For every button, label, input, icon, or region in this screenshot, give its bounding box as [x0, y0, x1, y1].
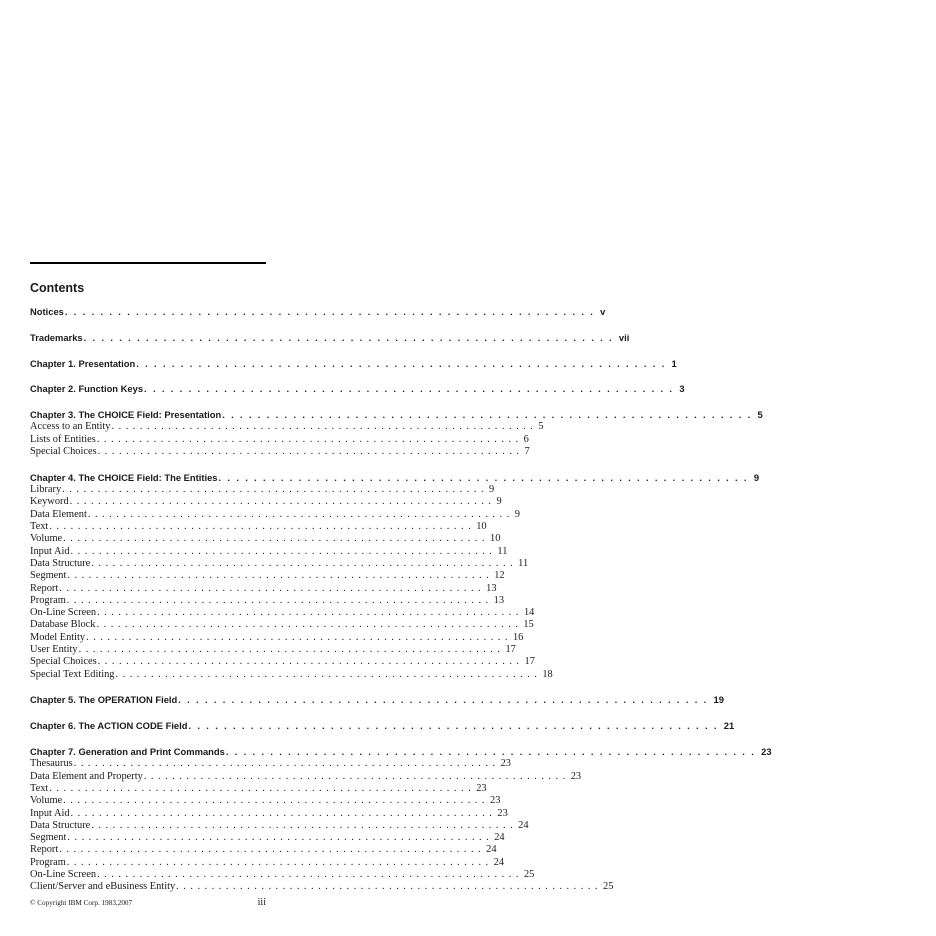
toc-entry-label: Special Text Editing — [30, 668, 115, 680]
toc-entry-page: 10 — [476, 521, 487, 533]
toc-entry-label: Report — [30, 582, 59, 594]
toc-entry-page: 18 — [542, 668, 553, 680]
toc-entry-label: On-Line Screen — [30, 868, 97, 880]
toc-entry-label: Data Element — [30, 508, 87, 520]
toc-entry-page: 24 — [494, 832, 505, 844]
toc-entry-label: Access to an Entity — [30, 421, 111, 433]
dot-leader: ............................................................ — [222, 409, 757, 421]
toc-entry-page: 23 — [500, 758, 511, 770]
toc-section-entry[interactable] — [30, 557, 529, 570]
dot-leader: ............................................................ — [59, 582, 486, 594]
toc-entry-label: Segment — [30, 832, 67, 844]
copyright-notice: © Copyright IBM Corp. 1983,2007 — [30, 899, 133, 907]
page-footer — [30, 897, 266, 908]
dot-leader: ............................................................ — [63, 533, 489, 545]
toc-section-entry[interactable] — [30, 533, 501, 545]
dot-leader: ............................................................ — [91, 557, 518, 569]
dot-leader: ............................................................ — [188, 720, 723, 732]
toc-section-entry[interactable] — [30, 795, 501, 807]
toc-entry-page: 24 — [518, 819, 529, 831]
toc-section-entry[interactable] — [30, 668, 553, 681]
toc-entry-page: 11 — [518, 557, 529, 569]
dot-leader: ............................................................ — [136, 357, 671, 369]
toc-entry-page: 17 — [505, 644, 516, 656]
toc-entry-page: v — [600, 306, 606, 317]
toc-section-entry[interactable] — [30, 607, 535, 619]
toc-entry-page: 23 — [490, 795, 501, 807]
toc-entry-page: 25 — [603, 881, 614, 893]
toc-entry-page: 5 — [538, 421, 544, 433]
toc-section-entry[interactable] — [30, 594, 505, 607]
dot-leader: ............................................................ — [69, 496, 496, 508]
dot-leader: ............................................................ — [83, 331, 618, 343]
toc-entry-page: 5 — [757, 409, 763, 421]
toc-entry-label: Library — [30, 484, 62, 496]
toc-entry-page: 1 — [671, 357, 677, 369]
dot-leader: ............................................................ — [66, 594, 493, 606]
toc-entry-page: 17 — [524, 656, 535, 668]
dot-leader: ............................................................ — [78, 644, 505, 656]
toc-section-entry[interactable] — [30, 619, 534, 631]
toc-entry-label: Chapter 2. Function Keys — [30, 383, 144, 395]
toc-entry-page: 3 — [679, 383, 685, 395]
dot-leader: ............................................................ — [86, 631, 512, 643]
toc-section-entry[interactable] — [30, 644, 516, 656]
toc-entry-label: Program — [30, 594, 66, 606]
dot-leader: ............................................................ — [143, 770, 570, 782]
toc-entry-label: Volume — [30, 533, 63, 545]
page-title: Contents — [30, 281, 85, 295]
toc-entry-page: 9 — [753, 471, 760, 483]
toc-entry-page: 21 — [723, 720, 735, 732]
toc-section-entry[interactable] — [30, 570, 505, 582]
toc-chapter-entry[interactable] — [30, 331, 630, 344]
toc-entry-label: Data Structure — [30, 819, 91, 831]
toc-entry-label: Segment — [30, 570, 67, 582]
toc-entry-label: Trademarks — [30, 331, 83, 343]
dot-leader: ............................................................ — [62, 484, 489, 496]
toc-entry-page: 10 — [490, 533, 501, 545]
toc-chapter-entry[interactable] — [30, 383, 685, 395]
dot-leader: ............................................................ — [111, 421, 538, 433]
dot-leader: ............................................................ — [70, 545, 497, 557]
toc-entry-page: 24 — [486, 844, 497, 856]
dot-leader: ............................................................ — [97, 868, 523, 880]
dot-leader: ............................................................ — [225, 746, 761, 758]
toc-entry-page: 14 — [523, 607, 535, 619]
toc-entry-label: Notices — [30, 306, 64, 317]
toc-section-entry[interactable] — [30, 545, 508, 558]
dot-leader: ............................................................ — [176, 881, 603, 893]
toc-entry-label: Special Choices — [30, 446, 97, 458]
toc-entry-label: Chapter 1. Presentation — [30, 357, 136, 369]
toc-entry-page: 6 — [523, 433, 529, 445]
toc-chapter-entry[interactable] — [30, 409, 763, 421]
dot-leader: ............................................................ — [49, 782, 476, 794]
toc-entry-page: 11 — [497, 545, 508, 557]
dot-leader: ............................................................ — [97, 607, 523, 619]
dot-leader: ............................................................ — [73, 758, 500, 770]
toc-entry-page: 19 — [713, 694, 724, 706]
toc-entry-label: Thesaurus — [30, 758, 73, 770]
page-number: iii — [257, 897, 266, 908]
dot-leader: ............................................................ — [96, 619, 523, 631]
table-of-contents — [30, 262, 772, 894]
dot-leader: ............................................................ — [64, 306, 600, 317]
toc-entry-page: 24 — [493, 856, 505, 868]
toc-entry-page: vii — [618, 331, 630, 343]
toc-entry-page: 23 — [476, 782, 487, 794]
dot-leader: ............................................................ — [49, 521, 476, 533]
dot-leader: ............................................................ — [63, 795, 489, 807]
toc-entry-label: Chapter 6. The ACTION CODE Field — [30, 720, 188, 732]
toc-section-entry[interactable] — [30, 433, 529, 446]
toc-chapter-entry[interactable] — [30, 357, 677, 370]
toc-entry-label: Chapter 4. The CHOICE Field: The Entities — [30, 471, 218, 483]
toc-entry-page: 9 — [514, 508, 520, 520]
toc-entry-label: Volume — [30, 795, 63, 807]
toc-entry-page: 25 — [523, 868, 535, 880]
dot-leader: ............................................................ — [96, 433, 523, 445]
toc-section-entry[interactable] — [30, 521, 487, 533]
toc-section-entry[interactable] — [30, 446, 530, 458]
toc-entry-label: Report — [30, 844, 59, 856]
toc-entry-label: Database Block — [30, 619, 96, 631]
dot-leader: ............................................................ — [67, 570, 494, 582]
toc-chapter-entry[interactable] — [30, 720, 735, 732]
toc-section-entry[interactable] — [30, 421, 544, 433]
toc-entry-label: Lists of Entities — [30, 433, 96, 445]
toc-section-entry[interactable] — [30, 582, 497, 595]
toc-entry-label: Data Structure — [30, 557, 91, 569]
toc-entry-label: Chapter 3. The CHOICE Field: Presentation — [30, 409, 222, 421]
toc-entry-page: 23 — [497, 807, 508, 819]
toc-entry-page: 23 — [761, 746, 772, 758]
dot-leader: ............................................................ — [91, 819, 518, 831]
toc-entry-page: 9 — [489, 484, 495, 496]
toc-entry-label: Model Entity — [30, 631, 86, 643]
title-rule — [30, 262, 266, 264]
toc-entry-page: 16 — [512, 631, 524, 643]
toc-entry-label: Keyword — [30, 496, 69, 508]
toc-section-entry[interactable] — [30, 844, 497, 856]
toc-entry-page: 13 — [493, 594, 505, 606]
toc-entry-label: Text — [30, 521, 49, 533]
toc-entry-page: 23 — [570, 770, 582, 782]
toc-section-entry[interactable] — [30, 881, 614, 893]
toc-section-entry[interactable] — [30, 819, 529, 832]
dot-leader: ............................................................ — [115, 668, 542, 680]
dot-leader: ............................................................ — [97, 446, 524, 458]
toc-section-entry[interactable] — [30, 656, 535, 668]
toc-chapter-entry[interactable] — [30, 746, 772, 758]
toc-entry-page: 12 — [494, 570, 505, 582]
toc-section-entry[interactable] — [30, 868, 535, 881]
dot-leader: ............................................................ — [70, 807, 497, 819]
toc-entry-label: Input Aid — [30, 807, 70, 819]
dot-leader: ............................................................ — [178, 694, 713, 706]
toc-entry-label: Input Aid — [30, 545, 70, 557]
toc-section-entry[interactable] — [30, 770, 582, 783]
toc-section-entry[interactable] — [30, 496, 502, 508]
toc-section-entry[interactable] — [30, 484, 495, 496]
dot-leader: ............................................................ — [59, 844, 486, 856]
toc-entry-label: Program — [30, 856, 66, 868]
toc-entry-label: Chapter 7. Generation and Print Commands — [30, 746, 225, 758]
dot-leader: ............................................................ — [144, 383, 679, 395]
toc-entry-page: 9 — [496, 496, 502, 508]
toc-section-entry[interactable] — [30, 758, 511, 770]
toc-entry-label: Special Choices — [30, 656, 97, 668]
toc-entry-page: 15 — [523, 619, 534, 631]
dot-leader: ............................................................ — [67, 832, 494, 844]
toc-entry-label: Data Element and Property — [30, 770, 143, 782]
toc-entries — [30, 306, 772, 894]
toc-chapter-entry[interactable] — [30, 471, 760, 484]
toc-section-entry[interactable] — [30, 832, 505, 844]
dot-leader: ............................................................ — [66, 856, 493, 868]
toc-entry-page: 13 — [486, 582, 497, 594]
dot-leader: ............................................................ — [87, 508, 514, 520]
toc-entry-label: Text — [30, 782, 49, 794]
toc-chapter-entry[interactable] — [30, 694, 724, 706]
toc-entry-label: Chapter 5. The OPERATION Field — [30, 694, 178, 706]
toc-section-entry[interactable] — [30, 508, 520, 521]
toc-entry-page: 7 — [524, 446, 530, 458]
toc-entry-label: On-Line Screen — [30, 607, 97, 619]
toc-section-entry[interactable] — [30, 631, 524, 644]
toc-section-entry[interactable] — [30, 807, 508, 820]
toc-entry-label: Client/Server and eBusiness Entity — [30, 881, 176, 893]
toc-entry-label: User Entity — [30, 644, 78, 656]
dot-leader: ............................................................ — [97, 656, 524, 668]
toc-section-entry[interactable] — [30, 782, 487, 795]
toc-section-entry[interactable] — [30, 856, 505, 869]
dot-leader: ............................................................ — [218, 471, 753, 483]
toc-chapter-entry[interactable] — [30, 306, 606, 318]
